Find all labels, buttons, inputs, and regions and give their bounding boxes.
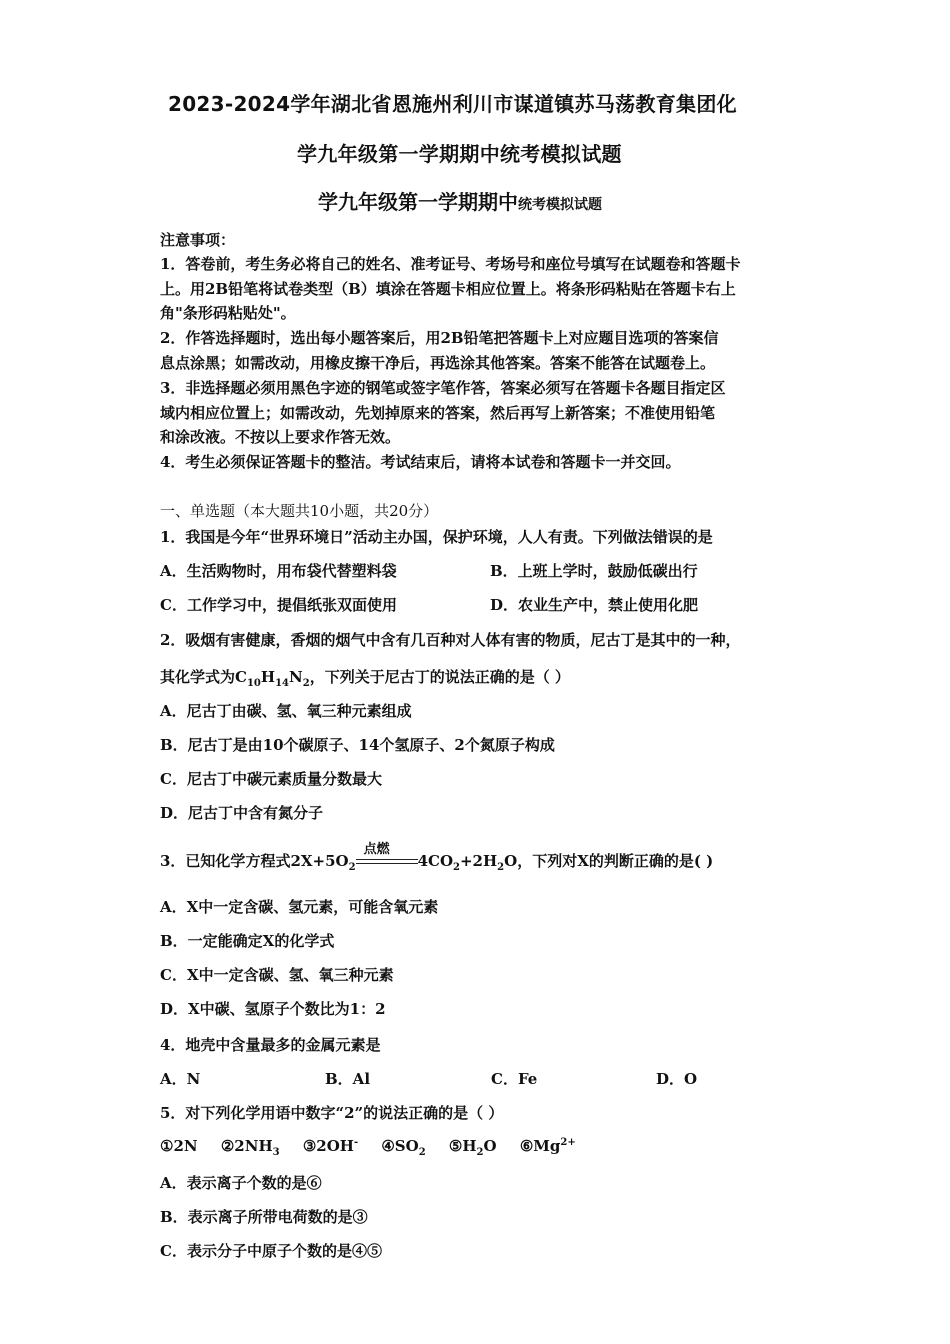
question-4-option-b: B．Al bbox=[325, 1070, 371, 1088]
question-2-option-b: B．尼古丁是由10个碳原子、14个氢原子、2个氮原子构成 bbox=[160, 736, 555, 754]
notice-heading: 注意事项： bbox=[160, 231, 236, 249]
question-3-option-c: C．X中一定含碳、氢、氧三种元素 bbox=[160, 966, 394, 984]
notice-line: 域内相应位置上；如需改动，先划掉原来的答案，然后再写上新答案；不准使用铅笔 bbox=[160, 404, 716, 422]
item-2: $②2NH_3$ bbox=[220, 1137, 280, 1158]
question-3-option-d: D．X中碳、氢原子个数比为1：2 bbox=[160, 1000, 386, 1018]
question-5-items bbox=[160, 1137, 576, 1158]
notice-line: 1．答卷前，考生务必将自己的姓名、准考证号、考场号和座位号填写在试题卷和答题卡 bbox=[160, 255, 741, 273]
reaction-arrow bbox=[356, 842, 418, 866]
question-2-option-a: A．尼古丁由碳、氢、氧三种元素组成 bbox=[160, 702, 412, 720]
subtitle-large-part: 学九年级第一学期期中 bbox=[318, 190, 518, 214]
question-1-option-d: D．农业生产中，禁止使用化肥 bbox=[490, 596, 699, 614]
question-2-option-c: C．尼古丁中碳元素质量分数最大 bbox=[160, 770, 382, 788]
reaction-condition: 点燃 bbox=[363, 842, 390, 857]
notice-line: 3．非选择题必须用黑色字迹的钢笔或签字笔作答，答案必须写在答题卡各题目指定区 bbox=[160, 379, 726, 397]
question-3-stem: 3．已知化学方程式$2X+5O_2$ 点燃 $4CO_2+2H_2O$，下列对X的判断正确的是( ) bbox=[160, 850, 713, 871]
notice-line: 角"条形码粘贴处"。 bbox=[160, 304, 296, 322]
item-3: ③2OH- bbox=[302, 1137, 359, 1155]
question-5-option-b: B．表示离子所带电荷数的是③ bbox=[160, 1208, 368, 1226]
notice-line: 和涂改液。不按以上要求作答无效。 bbox=[160, 428, 401, 446]
question-1-option-a: A．生活购物时，用布袋代替塑料袋 bbox=[160, 562, 397, 580]
question-3-option-b: B．一定能确定X的化学式 bbox=[160, 932, 335, 950]
question-1-option-c: C．工作学习中，提倡纸张双面使用 bbox=[160, 596, 397, 614]
question-2-stem-line2 bbox=[160, 666, 570, 687]
item-4: $④SO_2$ bbox=[381, 1137, 426, 1158]
question-4-option-a: A．N bbox=[160, 1070, 201, 1088]
question-1-option-b: B．上班上学时，鼓励低碳出行 bbox=[490, 562, 698, 580]
question-5-option-a: A．表示离子个数的是⑥ bbox=[160, 1174, 322, 1192]
notice-line: 4．考生必须保证答题卡的整洁。考试结束后，请将本试卷和答题卡一并交回。 bbox=[160, 453, 681, 471]
nicotine-formula: $C_{10}H_{14}N_2$ bbox=[235, 668, 310, 689]
exam-title-line1: 2023-2024学年湖北省恩施州利川市谋道镇苏马荡教育集团化 bbox=[168, 92, 737, 116]
question-2-stem-line1: 2．吸烟有害健康，香烟的烟气中含有几百种对人体有害的物质，尼古丁是其中的一种， bbox=[160, 631, 741, 649]
q2-stem-prefix: 其化学式为 bbox=[160, 668, 236, 686]
notice-line: 息点涂黑；如需改动，用橡皮擦干净后，再选涂其他答案。答案不能答在试题卷上。 bbox=[160, 354, 716, 372]
item-6: $⑥Mg^{2+}$ bbox=[519, 1137, 576, 1155]
question-4-option-d: D．O bbox=[656, 1070, 698, 1088]
question-5-option-c: C．表示分子中原子个数的是④⑤ bbox=[160, 1242, 382, 1260]
item-1: ①2N bbox=[160, 1137, 198, 1155]
question-3-option-a: A．X中一定含碳、氢元素，可能含氧元素 bbox=[160, 898, 439, 916]
notice-line: 上。用2B铅笔将试卷类型（B）填涂在答题卡相应位置上。将条形码粘贴在答题卡右上 bbox=[160, 280, 736, 298]
question-1-stem: 1．我国是今年“世界环境日”活动主办国，保护环境，人人有责。下列做法错误的是 bbox=[160, 528, 713, 546]
notice-line: 2．作答选择题时，选出每小题答案后，用2B铅笔把答题卡上对应题目选项的答案信 bbox=[160, 329, 719, 347]
item-5: $⑤H_2O$ bbox=[448, 1137, 497, 1158]
question-4-stem: 4．地壳中含量最多的金属元素是 bbox=[160, 1036, 381, 1054]
section-heading: 一、单选题（本大题共10小题，共20分） bbox=[160, 502, 439, 520]
question-4-option-c: C．Fe bbox=[491, 1070, 538, 1088]
exam-title-line2: 学九年级第一学期期中统考模拟试题 bbox=[297, 142, 622, 166]
question-2-option-d: D．尼古丁中含有氮分子 bbox=[160, 804, 324, 822]
question-5-stem: 5．对下列化学用语中数字“2”的说法正确的是（ ） bbox=[160, 1104, 504, 1122]
q2-stem-suffix: ，下列关于尼古丁的说法正确的是（ ） bbox=[309, 668, 570, 686]
exam-subtitle bbox=[318, 186, 602, 215]
subtitle-small-part: 统考模拟试题 bbox=[518, 197, 602, 213]
